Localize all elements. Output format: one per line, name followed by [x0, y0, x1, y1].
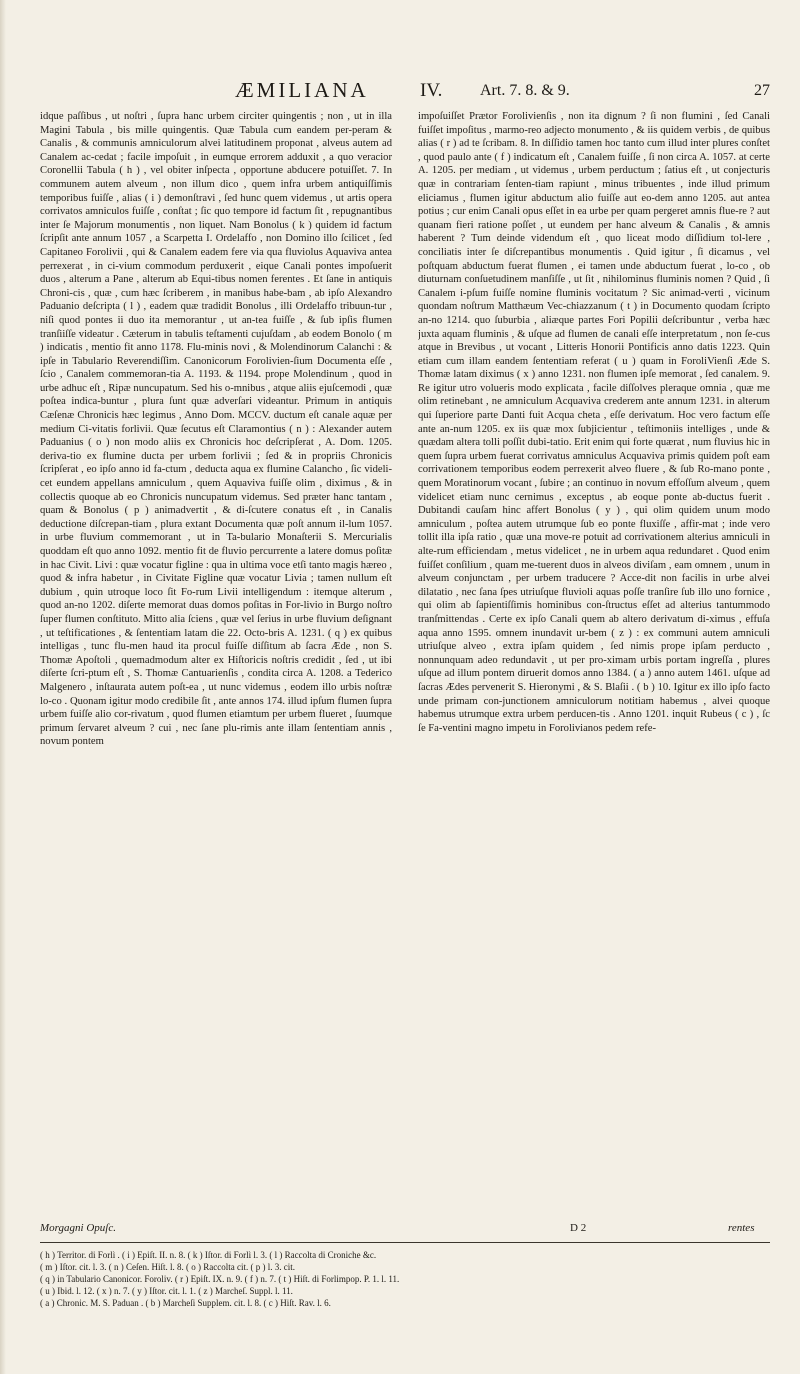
page-edge-shadow [0, 0, 6, 1374]
right-column-text: impoſuiſſet Prætor Forolivienſis , non ita dignum ? ſi non flumini , ſed Canali fuiſſet impoſitus , marmo-reo adjecto monumento , & iis quidem verbis , de quibus alias ( r ) ad te ſcribam. 8. In diſſidio tamen hoc tanto cum illud inter plures conſtet , quod paulo ante ( f ) indicatum eſt , Canalem fuiſſe , ſi non circa A. 1057. at certe A. 1205. per mediam , ut videmus , urbem perductum ; ſatius eſt , ut conjecturis quæ in contrariam ſenten-tiam rapiunt , minus tribuentes , inde illud primum eliciamus , flumen igitur abductum alio fuiſſe aut eo-dem anno 1205. aut antea potius ; cur enim Canali opus eſſet in ea urbe per quam pergeret amnis flue-re ? aut quanam fieri ratione poſſet , ut eundem per hanc alveum & Canalis , & amnis haberent ? Tum deinde videndum eſt , quo liceat modo diſſidium tol-lere , conciliatis inter ſe diſcrepantibus monumentis . Quid igitur , ſi dicamus , vel poſtquam abductum fuerat flumen , ei tamen unde abductum fuerat , lo-co , ob diuturnam conſuetudinem manſiſſe , ut ſit , nihilominus fluminis nomen ? Quid , ſi Canalem i-pſum fuiſſe nomine fluminis vocitatum ? Sic animad-verti , vicinum quondam noſtrum Matthæum Vec-chiazzanum ( t ) in Documento quodam ſcripto an-no 1214. quo ſuburbia , aliæque partes Fori Popilii deſcribuntur , verba hæc juxta aquam fluminis , & uſque ad flumen de canali eſſe interpretatum , non ſe-cus atque in Brevibus , ut vocant , Litteris Honorii Pontificis anno datis 1223. Quin etiam cum illam eandem ſententiam referat ( u ) quam in ForoliVienſi Æde S. Thomæ latam diximus ( x ) anno 1231. non flumen ipſe memorat , ſed canalem. 9. Re igitur utro volueris modo explicata , facile diſſolves pleraque omnia , quæ me olim retinebant , ne amniculum Acquaviva crederem ante annum 1231. in alterum qui ſuperiore parte Danti fuit Acqua cheta , eſſe derivatum. Hoc vero factum eſſe ante an-num 1205. ex iis quæ mox ſubjicientur , teſtimoniis intelliges , unde & quædam altera tolli poſſit dubi-tatio. Erit enim qui forte quærat , num fluvius hic in quem ſupra urbem fuerat corrivatus amniculus Acquaviva primis quidem poſt eam corrivationem temporibus eodem perrexerit alveo fluere , & ſub Ro-mano ponte , quem Moratinorum vocant , ſubire ; an continuo in novum effoſſum alveum , quem videlicet etiam nunc cernimus , exceptus , ab eoque ponte ab-ductus fuerit . Dubitandi cauſam hinc affert Bonolus ( y ) , qui olim quidem unum modo amniculum , poſtea autem utrumque ſub eo ponte fluxiſſe , affir-mat ; inde vero tollit illa ipſa ratio , quæ una move-re potuit ad corrivationem alterius amniculi in alte-rum efficiendam , metus videlicet , ne in urbem aqua redundaret . Quod enim fuiſſet conſilium , quam me-tuerent duos in alveos diviſam , eam omnem , unum in alveum conjunctam , per urbem traducere ? Acce-dit non facilis in urbe alvei dilatatio , nec ſana ſpes utriuſque fluvioli aquas poſſe tranſire ſub illo uno fornice , qui olim ab ſapientiſſimis hominibus con-ſtructus eſſet ad alterius tantummodo tranſmittendas . Certe ex ipſo Canali quem ab altero derivatum di-ximus , effuſa aqua anno 1595. omnem inundavit ur-bem ( z ) : ex communi autem amniculi utriuſque alveo , extra ipſam quidem , ſed nimis prope ipſam perducto , nonnunquam adeo redundavit , ut per pro-ximam urbis portam ingreſſa , plures uſque ad illum pontem diruerit domos anno 1384. ( a ) anno autem 1461. uſque ad ſacras Ædes pervenerit S. Hieronymi , & S. Blaſii . ( b ) 10. Igitur ex illo ipſo facto unde primam con-junctionem amniculorum notitiam habemus , alvei quoque habemus utrumque extra urbem perducen-tis . Anno 1201. inquit Rubeus ( c ) , ſc ſe Fa-ventini magno impetu in Forolivianos pedem refe- [418, 111, 770, 734]
page-number: 27 [754, 82, 770, 99]
left-column [40, 110, 392, 1220]
left-column-text: idque paſſibus , ut noſtri , ſupra hanc urbem circiter quingentis ; non , ut in illa Magini Tabula , bis mille quingentis. Quæ Tabula cum eandem per-peram & Canalis , & communis amniculorum alvei latitudinem proponat , alveus autem ad Canalem ac-cedat ; facile impoſuit , in eumque errorem adduxit , a quo veracior Coronellii Tabula ( h ) , vel obiter inſpecta , opportune abducere potuiſſet. 7. In communem autem alveum , non illum dico , quem infra urbem antiquiſſimis temporibus fuiſſe , alias ( i ) demonſtravi , ſed hunc quem videmus , ut artis opera corrivatos amniculos fuiſſe , conſtat ; ſic quo tempore id factum ſit , repugnantibus inter ſe Majorum monumentis , non liquet. Nam Bonolus ( k ) quidem id factum ſcripſit ante annum 1057 , a Scarpetta I. Ordelaffo , non Domino illo ſcilicet , ſed Capitaneo Forolivii , qui & Canalem eadem fere via qua fluviolus Aquaviva antea perrexerat , in ci-vium commodum perduxerit , eique Canali pontes impoſuerit duos , alterum a Pane , alterum ab Equi-tibus nomen ferentes . Et ſane in antiquis Chroni-cis , quæ , cum hæc ſcriberem , in manibus habe-bam , ab ipſo Alexandro Paduanio deſcripta ( l ) , eadem quæ tradidit Bonolus , illi Ordelaffo tribuun-tur , niſi quod pontes ii duo ita memorantur , ut an-tea fuiſſe , & ſub ipſis flumen tranſiiſſe videatur . Cæterum in tabulis teſtamenti cujuſdam , ab eodem Bonolo ( m ) indicatis , mentio fit anno 1178. Flu-minis novi , & Molendinorum Calanchi : & ipſe in Tabulario Reverendiſſim. Canonicorum Forolivien-ſium Documenta eſſe , ſcio , Canalem commemoran-tia A. 1193. & 1194. prope Molendinum , quod in urbe adhuc eſt , Ripæ nuncupatum. Sed his o-mnibus , atque aliis ejuſcemodi , quæ poſtea indica-buntur , plura ſunt quæ adverſari videantur. Primum in antiquis Cæſenæ Chronicis hæc legimus , Anno Dom. MCCV. ductum eſt canale aquæ per medium Ci-vitatis forlivii. Quæ ſecutus eſt Claramontius ( n ) : Alexander autem Paduanius ( o ) non modo aliis ex Chronicis hoc deſcripſerat , A. Dom. 1205. deriva-tio ex flumine ducta per urbem forlivii ; ſed & in propriis Chronicis ſcripſerat , eo ipſo anno id fa-ctum , deducta aqua ex flumine Calancho , ſic videli-cet eundem appellans amniculum , quem Aquaviva fuiſſe olim , diximus , & in collectis quoque ab eo Chronicis nuncupatum videmus. Sed præter hanc tantam , quam & Bonolus ( p ) animadvertit , & di-ſcutere conatus eſt , in Canalis deductione diſcrepan-tiam , plura extant Documenta quæ poſt annum il-lum 1057. in urbe fluvium commemorant , ut in Ta-bulario Monaſterii S. Mercurialis quoddam eſt quo anno 1092. mentio fit de fluvio percurrente a latere domus poſitæ in hac Civit. Livi : quæ vocatur figline : qua in ultima voce etſi tanto magis hæreo , quod & infra habetur , in Civitate Figline quæ vocatur Livia ; tamen nullum eſt dubium , quin utroque loco ſit Fo-rum Livii intelligendum : itemque alterum , quod an-no 1202. diſerte memorat duas domos poſitas in For-livio in Burgo noſtro ſuper flumen conſtituto. Mitto alia ſciens , quæ vel ſerius in urbe fluvium deſignant , ut teſtificationes , & ſententiam latam die 22. Octo-bris A. 1231. ( q ) ex quibus intelligas , tunc flu-men haud ita procul fuiſſe diſſitum ab ſacra Æde , non S. Thomæ Apoſtoli , quemadmodum alter ex Hiſtoricis noſtris credidit , ſed , ut ibi diſerte ſcri-ptum eſt , S. Thomæ Cantuarienſis , condita circa A. 1208. a Tederico Malgenero , inſtaurata autem poſt-ea , ut nunc videmus , eodem illo urbis noſtræ lo-co . Quonam igitur modo credibile ſit , ante annos 174. illud ipſum flumen ſupra urbem fuiſſe alio cor-rivatum , quod flumen etiamtum per urbem flueret , ſuumque primum ſervaret alveum ? cui , nec ſane plu-rimis ante illam ſententiam annis , novum pontem [40, 111, 392, 748]
footnote-rule [40, 1242, 770, 1243]
section-roman: IV. [420, 80, 443, 101]
footnote-line: ( a ) Chronic. M. S. Paduan . ( b ) Marcheſi Supplem. cit. l. 8. ( c ) Hiſt. Rav. l. 6. [40, 1298, 331, 1308]
bottom-left-catchword: Morgagni Opuſc. [40, 1222, 116, 1234]
right-column [418, 110, 770, 1220]
running-header [40, 78, 770, 108]
footnote-line: ( q ) in Tabulario Canonicor. Foroliv. ( r ) Epiſt. IX. n. 9. ( f ) n. 7. ( t ) Hiſt. di Forlimpop. P. 1. l. 11. [40, 1274, 400, 1284]
footnote-line: ( m ) Iſtor. cit. l. 3. ( n ) Ceſen. Hiſt. l. 8. ( o ) Raccolta cit. ( p ) l. 3. cit. [40, 1262, 295, 1272]
article-reference: Art. 7. 8. & 9. [480, 82, 570, 99]
catchword: rentes [728, 1222, 755, 1234]
signature-mark: D 2 [570, 1222, 587, 1234]
footnote-line: ( u ) Ibid. l. 12. ( x ) n. 7. ( y ) Iſtor. cit. l. 1. ( z ) Marcheſ. Suppl. l. 11. [40, 1286, 293, 1296]
footnote-line: ( h ) Territor. di Forlì . ( i ) Epiſt. II. n. 8. ( k ) Iſtor. di Forlì l. 3. ( l ) Raccolta di Croniche &c. [40, 1250, 377, 1260]
running-title: ÆMILIANA [235, 78, 369, 102]
